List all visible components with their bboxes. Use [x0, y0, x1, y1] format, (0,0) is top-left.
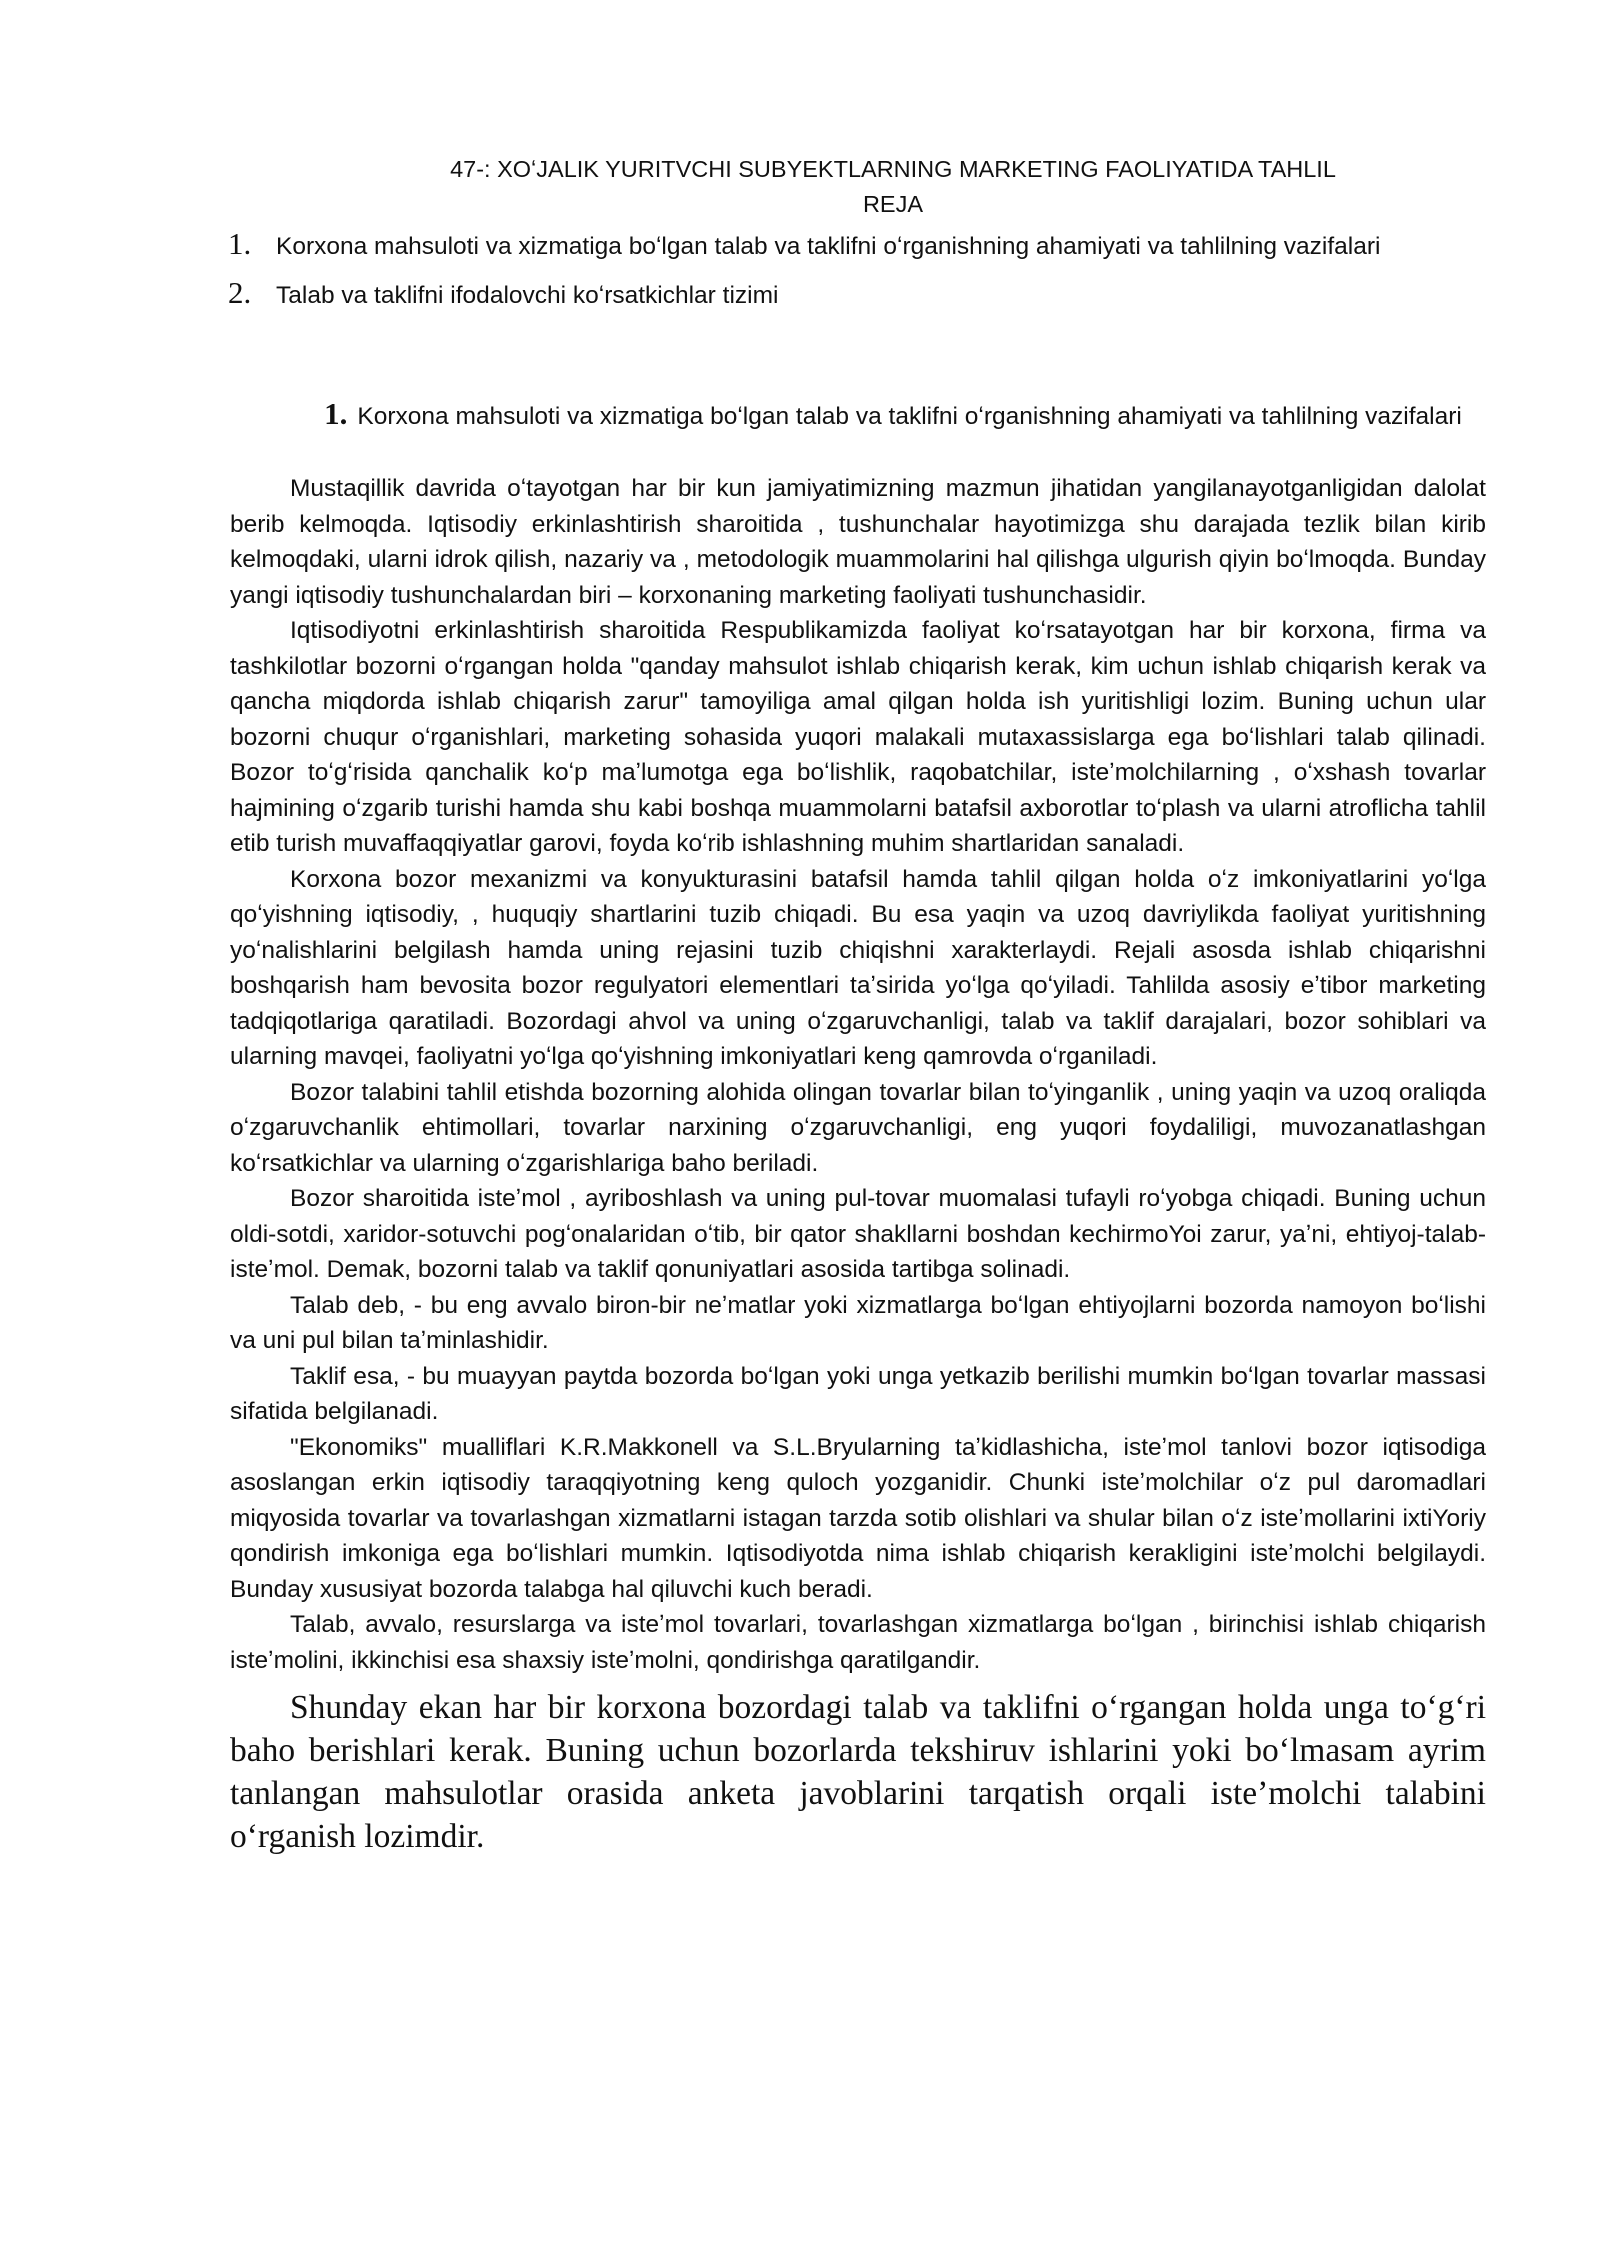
plan-item-text: Korxona mahsuloti va xizmatiga boʻlgan talab va taklifni oʻrganishning ahamiyati va tahlilning vazifalari — [276, 233, 1381, 260]
body-paragraph: Talab, avvalo, resurslarga va isteʼmol tovarlari, tovarlashgan xizmatlarga boʻlgan , birinchisi ishlab chiqarish isteʼmolini, ikkinchisi esa shaxsiy isteʼmolni, qondirishga qaratilgandir. — [230, 1611, 1486, 1674]
body-paragraph: Bozor talabini tahlil etishda bozorning alohida olingan tovarlar bilan toʻyinganlik , uning yaqin va uzoq oraliqda oʻzgaruvchanlik ehtimollari, tovarlar narxining oʻzgaruvchanligi, eng yuqori foydaliligi, muvozanatlashgan koʻrsatkichlar va ularning oʻzgarishlariga baho beriladi. — [230, 1078, 1486, 1177]
body-paragraph: Mustaqillik davrida oʻtayotgan har bir kun jamiyatimizning mazmun jihatidan yangilanayotganligidan dalolat berib kelmoqda. Iqtisodiy erkinlashtirish sharoitida , tushunchalar hayotimizga shu darajada tezlik bilan kirib kelmoqdaki, ularni idrok qilish, nazariy va , metodologik muammolarini hal qilishga ulgurish qiyin boʻlmoqda. Bunday yangi iqtisodiy tushunchalardan biri – korxonaning marketing faoliyati tushunchasidir. — [230, 475, 1486, 609]
page-title: 47-: XOʻJALIK YURITVCHI SUBYEKTLARNING MARKETING FAOLIYATIDA TAHLIL — [450, 156, 1336, 182]
body-paragraph: Taklif esa, - bu muayyan paytda bozorda boʻlgan yoki unga yetkazib berilishi mumkin boʻlgan tovarlar massasi sifatida belgilanadi. — [230, 1362, 1486, 1425]
section-heading-text: Korxona mahsuloti va xizmatiga boʻlgan talab va taklifni oʻrganishning ahamiyati va tahlilning vazifalari — [357, 403, 1462, 430]
closing-paragraph: Shunday ekan har bir korxona bozordagi talab va taklifni oʻrgangan holda unga toʻgʻri baho berishlari kerak. Buning uchun bozorlarda tekshiruv ishlarini yoki boʻlmasam ayrim tanlangan mahsulotlar orasida anketa javoblarini tarqatish orqali isteʼmolchi talabini oʻrganish lozimdir. — [230, 1689, 1486, 1855]
body-paragraph: Korxona bozor mexanizmi va konyukturasini batafsil hamda tahlil qilgan holda oʻz imkoniyatlarini yoʻlga qoʻyishning iqtisodiy, , huquqiy shartlarini tuzib chiqadi. Bu esa yaqin va uzoq davriylikda faoliyat yuritishning yoʻnalishlarini belgilash hamda uning rejasini tuzib chiqishni xarakterlaydi. Rejali asosda ishlab chiqarishni boshqarish ham bevosita bozor regulyatori elementlari taʼsirida yoʻlga qoʻyiladi. Tahlilda asosiy eʼtibor marketing tadqiqotlariga qaratiladi. Bozordagi ahvol va uning oʻzgaruvchanligi, talab va taklif darajalari, bozor sohiblari va ularning mavqei, faoliyatni yoʻlga qoʻyishning imkoniyatlari keng qamrovda oʻrganiladi. — [230, 865, 1486, 1070]
plan-item-number: 1. — [228, 226, 252, 261]
plan-item — [228, 275, 1486, 314]
body-paragraph: Talab deb, - bu eng avvalo biron-bir neʼmatlar yoki xizmatlarga boʻlgan ehtiyojlarni bozorda namoyon boʻlishi va uni pul bilan taʼminlashidir. — [230, 1291, 1486, 1354]
plan-list — [228, 226, 1486, 313]
plan-item-number: 2. — [228, 274, 252, 310]
body-paragraph: Bozor sharoitida isteʼmol , ayriboshlash va uning pul-tovar muomalasi tufayli roʻyobga chiqadi. Buning uchun oldi-sotdi, xaridor-sotuvchi pogʻonalaridan oʻtib, bir qator shakllarni boshdan kechirmoYoi zarur, yaʼni, ehtiyoj-talab- isteʼmol. Demak, bozorni talab va taklif qonuniyatlari asosida tartibga solinadi. — [230, 1185, 1486, 1283]
plan-item — [228, 226, 1486, 265]
plan-item-text: Talab va taklifni ifodalovchi koʻrsatkichlar tizimi — [276, 281, 779, 309]
section-number: 1. — [324, 396, 348, 431]
document-body — [230, 471, 1486, 1858]
body-paragraph: Iqtisodiyotni erkinlashtirish sharoitida Respublikamizda faoliyat koʻrsatayotgan har bir korxona, firma va tashkilotlar bozorni oʻrgangan holda "qanday mahsulot ishlab chiqarish kerak, kim uchun ishlab chiqarish kerak va qancha miqdorda ishlab chiqarish zarur" tamoyiliga amal qilgan holda ish yuritishligi lozim. Buning uchun ular bozorni chuqur oʻrganishlari, marketing sohasida yuqori malakali mutaxassislarga ega boʻlishlari talab qilinadi. Bozor toʻgʻrisida qanchalik koʻp maʼlumotga ega boʻlishlik, raqobatchilar, isteʼmolchilarning , oʻxshash tovarlar hajmining oʻzgarib turishi hamda shu kabi boshqa muammolarni batafsil axborotlar toʻplash va ularni atroflicha tahlil etib turish muvaffaqqiyatlar garovi, foyda koʻrib ishlashning muhim shartlaridan sanaladi. — [230, 617, 1486, 857]
section-heading — [300, 396, 1486, 435]
plan-heading: REJA — [862, 191, 924, 217]
body-paragraph: "Ekonomiks" mualliflari K.R.Makkonell va S.L.Bryularning taʼkidlashicha, isteʼmol tanlovi bozor iqtisodiga asoslangan erkin iqtisodiy taraqqiyotning keng quloch yozganidir. Chunki isteʼmolchilar oʻz pul daromadlari miqyosida tovarlar va tovarlashgan xizmatlarni istagan tarzda sotib olishlari va shular bilan oʻz isteʼmollarini ixtiYoriy qondirish imkoniga ega boʻlishlari mumkin. Iqtisodiyotda nima ishlab chiqarish kerakligini isteʼmolchi belgilaydi. Bunday xususiyat bozorda talabga hal qiluvchi kuch beradi. — [230, 1433, 1486, 1603]
